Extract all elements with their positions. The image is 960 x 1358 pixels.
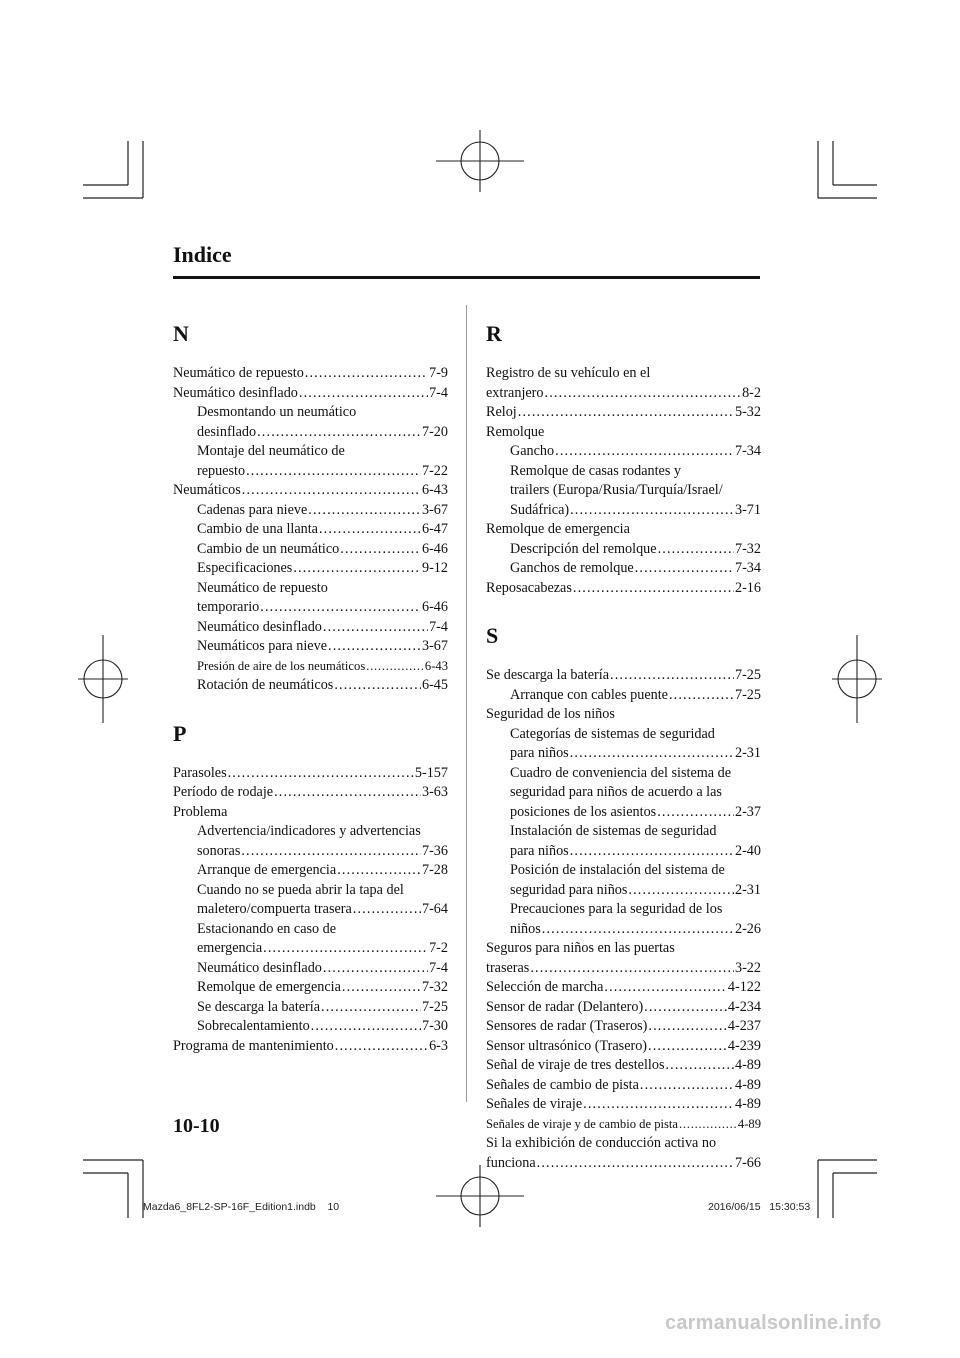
entry-page: 3-67	[421, 638, 448, 654]
entry-text: Remolque de emergencia	[486, 521, 630, 537]
index-entry	[486, 978, 761, 998]
entry-text: Presión de aire de los neumáticos	[197, 658, 366, 673]
entry-page: 6-46	[421, 540, 448, 557]
index-subentry	[486, 725, 761, 745]
dot-leader	[246, 462, 421, 482]
entry-page: 3-22	[734, 959, 761, 976]
dot-leader	[635, 559, 734, 579]
entry-page: 7-28	[421, 862, 448, 878]
entry-page: 2-37	[734, 803, 761, 820]
index-entry	[486, 666, 761, 686]
entry-text: Neumático desinflado	[173, 384, 298, 401]
dot-leader	[299, 384, 428, 404]
index-entry	[173, 783, 448, 803]
index-subentry	[173, 403, 448, 423]
dot-leader	[665, 1056, 734, 1076]
entry-page: 4-89	[734, 1076, 761, 1093]
entry-text: Señales de viraje y de cambio de pista	[486, 1116, 678, 1131]
index-subentry	[173, 900, 448, 920]
index-subentry	[486, 764, 761, 784]
dot-leader	[263, 939, 428, 959]
index-subentry	[173, 540, 448, 560]
index-entry	[486, 959, 761, 979]
entry-text: Especificaciones	[197, 560, 293, 576]
index-entry	[486, 423, 761, 443]
entry-text: Desmontando un neumático	[197, 404, 357, 420]
entry-page: 5-32	[734, 404, 761, 420]
entry-page: 7-34	[734, 560, 761, 576]
entry-page: 7-2	[429, 940, 448, 956]
index-entry	[486, 998, 761, 1018]
dot-leader	[518, 403, 734, 423]
dot-leader	[640, 1076, 734, 1096]
entry-text: Selección de marcha	[486, 979, 604, 995]
index-subentry	[486, 481, 761, 501]
entry-page: 7-4	[429, 384, 448, 401]
entry-text: Señal de viraje de tres destellos	[486, 1057, 665, 1073]
entry-page: 3-63	[421, 784, 448, 800]
entry-page: 4-122	[727, 979, 761, 995]
dot-leader	[628, 881, 734, 901]
index-subentry	[173, 618, 448, 638]
index-entry	[173, 364, 448, 384]
dot-leader	[648, 1017, 726, 1037]
index-subentry	[173, 501, 448, 521]
entry-text: Seguridad de los niños	[486, 706, 615, 722]
entry-page: 2-40	[734, 842, 761, 859]
entry-text: traseras	[486, 959, 530, 976]
index-subentry	[173, 657, 448, 677]
dot-leader	[657, 803, 734, 823]
entry-text: Arranque de emergencia	[197, 862, 337, 878]
entry-page: 7-64	[421, 901, 448, 917]
index-subentry	[173, 842, 448, 862]
dot-leader	[679, 1115, 737, 1135]
entry-page: 7-22	[421, 462, 448, 479]
index-entry	[486, 1095, 761, 1115]
dot-leader	[311, 1017, 421, 1037]
entry-text: Si la exhibición de conducción activa no	[486, 1135, 717, 1151]
index-entry	[486, 1154, 761, 1174]
entry-page: 2-26	[734, 920, 761, 937]
entry-page: 4-234	[727, 998, 761, 1015]
entry-text: Cambio de un neumático	[197, 540, 340, 557]
entry-page: 8-2	[742, 384, 761, 401]
entry-text: repuesto	[197, 462, 246, 479]
dot-leader	[228, 764, 414, 784]
entry-page: 6-47	[421, 521, 448, 537]
index-subentry	[173, 959, 448, 979]
dot-leader	[337, 861, 421, 881]
index-subentry	[173, 559, 448, 579]
index-subentry	[173, 978, 448, 998]
entry-text: extranjero	[486, 384, 544, 401]
entry-text: Seguros para niños en las puertas	[486, 940, 675, 956]
column-divider	[466, 305, 467, 1102]
entry-text: Período de rodaje	[173, 784, 274, 800]
index-subentry	[173, 920, 448, 940]
dot-leader	[542, 920, 734, 940]
dot-leader	[293, 559, 421, 579]
dot-leader	[648, 1037, 727, 1057]
entry-text: maletero/compuerta trasera	[197, 901, 352, 917]
entry-page: 9-12	[421, 560, 448, 576]
entry-page: 4-89	[737, 1116, 761, 1131]
index-entry	[486, 1056, 761, 1076]
index-subentry	[173, 579, 448, 599]
index-subentry	[486, 686, 761, 706]
index-column-right	[486, 318, 761, 1173]
entry-text: Se descarga la batería	[197, 998, 321, 1015]
entry-text: sonoras	[197, 842, 241, 859]
index-subentry	[486, 861, 761, 881]
entry-text: seguridad para niños de acuerdo a las	[510, 784, 722, 800]
footer-file-info: Mazda6_8FL2-SP-16F_Edition1.indb 10	[143, 1201, 340, 1213]
index-subentry	[486, 744, 761, 764]
entry-text: Instalación de sistemas de seguridad	[510, 823, 717, 839]
index-subentry	[173, 442, 448, 462]
index-subentry	[486, 783, 761, 803]
dot-leader	[323, 959, 428, 979]
entry-page: 7-4	[429, 618, 448, 635]
dot-leader	[604, 978, 727, 998]
entry-text: Señales de cambio de pista	[486, 1076, 639, 1093]
index-entry	[486, 939, 761, 959]
dot-leader	[257, 423, 421, 443]
dot-leader	[555, 442, 734, 462]
entry-text: Cadenas para nieve	[197, 501, 308, 518]
entry-page: 2-31	[734, 745, 761, 761]
entry-page: 7-25	[734, 667, 761, 683]
dot-leader	[342, 978, 421, 998]
entry-page: 6-46	[421, 599, 448, 615]
entry-text: Arranque con cables puente	[510, 686, 668, 703]
index-subentry	[173, 998, 448, 1018]
entry-page: 6-43	[424, 658, 448, 673]
dot-leader	[328, 637, 421, 657]
index-subentry	[173, 637, 448, 657]
entry-text: trailers (Europa/Rusia/Turquía/Israel/	[510, 482, 723, 498]
dot-leader	[353, 900, 421, 920]
entry-text: Advertencia/indicadores y advertencias	[197, 823, 421, 839]
entry-text: Remolque	[486, 423, 545, 440]
entry-text: Neumático de repuesto	[173, 365, 304, 381]
index-subentry	[486, 540, 761, 560]
entry-text: niños	[510, 920, 541, 937]
entry-text: Problema	[173, 803, 228, 820]
dot-leader	[570, 744, 734, 764]
entry-text: Sobrecalentamiento	[197, 1018, 310, 1034]
entry-text: Montaje del neumático de	[197, 443, 345, 459]
dot-leader	[530, 959, 734, 979]
dot-leader	[366, 657, 424, 677]
entry-text: Gancho	[510, 443, 555, 459]
entry-page: 4-89	[734, 1096, 761, 1112]
entry-text: funciona	[486, 1154, 536, 1171]
section-letter: S	[486, 623, 499, 648]
entry-text: para niños	[510, 842, 569, 859]
index-entry	[173, 481, 448, 501]
entry-text: emergencia	[197, 940, 263, 956]
entry-page: 6-43	[421, 482, 448, 498]
entry-text: temporario	[197, 599, 260, 615]
index-entry	[486, 364, 761, 384]
entry-page: 3-67	[421, 501, 448, 518]
footer-timestamp: 2016/06/15 15:30:53	[708, 1201, 811, 1213]
entry-page: 7-4	[429, 959, 448, 976]
entry-text: Neumático desinflado	[197, 618, 322, 635]
entry-page: 4-89	[734, 1057, 761, 1073]
entry-page: 6-45	[421, 677, 448, 693]
entry-page: 5-157	[414, 764, 448, 781]
index-entry	[486, 1115, 761, 1135]
dot-leader	[334, 676, 421, 696]
page-title: Indice	[173, 242, 232, 267]
dot-leader	[241, 842, 421, 862]
entry-page: 7-32	[421, 979, 448, 995]
dot-leader	[570, 842, 734, 862]
dot-leader	[669, 686, 734, 706]
entry-text: para niños	[510, 745, 569, 761]
index-entry	[486, 384, 761, 404]
index-subentry	[486, 822, 761, 842]
index-entry	[486, 705, 761, 725]
entry-text: Cuadro de conveniencia del sistema de	[510, 764, 732, 781]
index-subentry	[486, 559, 761, 579]
dot-leader	[583, 1095, 734, 1115]
entry-text: Remolque de casas rodantes y	[510, 462, 681, 479]
entry-page: 7-20	[421, 423, 448, 440]
entry-text: Neumáticos para nieve	[197, 638, 327, 654]
entry-text: Remolque de emergencia	[197, 979, 341, 995]
entry-page: 7-32	[734, 540, 761, 557]
dot-leader	[321, 998, 421, 1018]
dot-leader	[573, 579, 734, 599]
dot-leader	[323, 618, 428, 638]
entry-text: Sensor de radar (Delantero)	[486, 998, 644, 1015]
index-subentry	[173, 939, 448, 959]
entry-text: Ganchos de remolque	[510, 560, 634, 576]
entry-page: 4-237	[727, 1018, 761, 1034]
entry-text: Sudáfrica)	[510, 501, 570, 518]
index-entry	[173, 803, 448, 823]
index-subentry	[173, 822, 448, 842]
watermark-text: carmanualsonline.info	[665, 1312, 882, 1334]
entry-text: posiciones de los asientos	[510, 803, 657, 820]
index-subentry	[173, 1017, 448, 1037]
dot-leader	[274, 783, 421, 803]
entry-page: 7-66	[734, 1154, 761, 1171]
index-entry	[486, 579, 761, 599]
entry-page: 7-36	[421, 842, 448, 859]
dot-leader	[610, 666, 734, 686]
entry-text: Neumático de repuesto	[197, 579, 328, 596]
entry-page: 7-25	[734, 686, 761, 703]
index-subentry	[486, 501, 761, 521]
entry-text: seguridad para niños	[510, 881, 628, 898]
section-letter: P	[173, 720, 187, 746]
entry-text: Parasoles	[173, 764, 227, 781]
entry-page: 4-239	[727, 1037, 761, 1054]
index-subentry	[486, 920, 761, 940]
index-subentry	[173, 861, 448, 881]
index-entry	[486, 520, 761, 540]
entry-text: Posición de instalación del sistema de	[510, 862, 725, 878]
index-entry	[173, 384, 448, 404]
entry-page: 3-71	[734, 501, 761, 518]
index-subentry	[486, 881, 761, 901]
index-subentry	[173, 462, 448, 482]
dot-leader	[308, 501, 421, 521]
entry-text: Reloj	[486, 404, 517, 420]
entry-text: Categorías de sistemas de seguridad	[510, 725, 715, 742]
entry-text: Neumáticos	[173, 482, 241, 498]
entry-text: Sensor ultrasónico (Trasero)	[486, 1037, 648, 1054]
index-subentry	[486, 442, 761, 462]
entry-page: 7-25	[421, 998, 448, 1015]
dot-leader	[305, 364, 428, 384]
index-column-left	[173, 318, 448, 1056]
entry-page: 7-34	[734, 443, 761, 459]
entry-text: Reposacabezas	[486, 579, 572, 596]
entry-text: Cuando no se pueda abrir la tapa del	[197, 881, 404, 898]
index-subentry	[173, 598, 448, 618]
index-subentry	[486, 842, 761, 862]
index-subentry	[173, 881, 448, 901]
index-entry	[173, 1037, 448, 1057]
entry-text: Descripción del remolque	[510, 540, 657, 557]
entry-page: 6-3	[429, 1037, 448, 1054]
entry-text: Rotación de neumáticos	[197, 677, 334, 693]
dot-leader	[340, 540, 421, 560]
dot-leader	[537, 1154, 734, 1174]
dot-leader	[545, 384, 742, 404]
entry-page: 7-30	[421, 1018, 448, 1034]
index-subentry	[486, 462, 761, 482]
dot-leader	[319, 520, 421, 540]
index-subentry	[173, 423, 448, 443]
index-subentry	[173, 676, 448, 696]
index-entry	[486, 403, 761, 423]
entry-text: Cambio de una llanta	[197, 521, 318, 537]
dot-leader	[570, 501, 734, 521]
header-rule	[173, 276, 760, 279]
dot-leader	[658, 540, 734, 560]
index-entry	[486, 1037, 761, 1057]
entry-text: Registro de su vehículo en el	[486, 365, 651, 381]
index-entry	[486, 1017, 761, 1037]
dot-leader	[260, 598, 421, 618]
entry-page: 7-9	[429, 365, 448, 381]
index-entry	[486, 1076, 761, 1096]
entry-text: Estacionando en caso de	[197, 920, 337, 937]
entry-page: 2-31	[734, 881, 761, 898]
entry-text: Precauciones para la seguridad de los	[510, 901, 723, 917]
page-number: 10-10	[173, 1115, 220, 1137]
entry-text: desinflado	[197, 423, 257, 440]
index-subentry	[173, 520, 448, 540]
entry-page: 2-16	[734, 579, 761, 596]
index-entry	[173, 764, 448, 784]
dot-leader	[242, 481, 421, 501]
entry-text: Señales de viraje	[486, 1096, 583, 1112]
dot-leader	[335, 1037, 428, 1057]
section-letter: R	[486, 321, 502, 346]
index-subentry	[486, 900, 761, 920]
index-entry	[486, 1134, 761, 1154]
section-letter: N	[173, 321, 189, 346]
index-subentry	[486, 803, 761, 823]
entry-text: Sensores de radar (Traseros)	[486, 1018, 648, 1034]
entry-text: Programa de mantenimiento	[173, 1037, 334, 1054]
entry-text: Neumático desinflado	[197, 959, 322, 976]
dot-leader	[644, 998, 727, 1018]
entry-text: Se descarga la batería	[486, 667, 610, 683]
